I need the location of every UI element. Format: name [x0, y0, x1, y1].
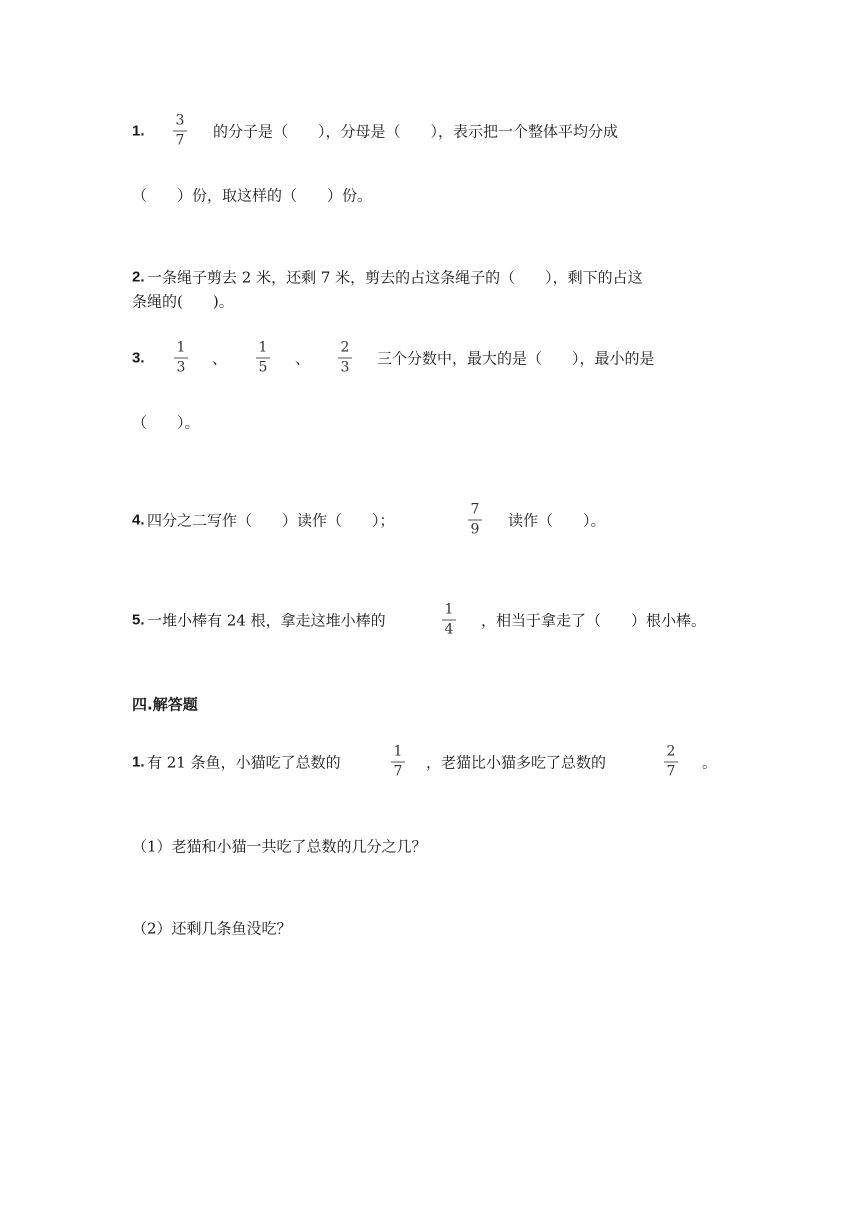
- fraction-bar: [256, 358, 270, 359]
- fraction-bar: [468, 520, 482, 521]
- fraction: [338, 341, 352, 376]
- section-heading: 四.解答题: [132, 695, 198, 714]
- denominator: 7: [175, 132, 185, 149]
- denominator: 4: [444, 621, 454, 638]
- numerator: 1: [444, 601, 454, 618]
- fraction: [173, 114, 187, 149]
- denominator: 5: [258, 359, 268, 376]
- question-text: 四分之二写作（ ）读作（ ）；: [147, 511, 395, 530]
- question-5-line: [0, 600, 860, 640]
- numerator: 1: [393, 743, 403, 760]
- numerator: 1: [176, 339, 186, 356]
- problem-text: 有 21 条鱼，小猫吃了总数的: [147, 753, 341, 772]
- denominator: 9: [470, 521, 480, 538]
- question-2-line-2: [0, 281, 860, 321]
- problem-number: 1.: [132, 753, 145, 771]
- question-number: 5.: [132, 611, 145, 629]
- numerator: 2: [666, 743, 676, 760]
- fraction-bar: [664, 762, 678, 763]
- question-text: 的分子是（ ），分母是（ ），表示把一个整体平均分成: [213, 122, 619, 141]
- sub-question-2: （2）还剩几条鱼没吃？: [132, 919, 292, 938]
- numerator: 3: [175, 112, 185, 129]
- fraction: [468, 503, 482, 538]
- problem-text: 。: [702, 753, 718, 772]
- section-heading-line: [0, 684, 860, 724]
- sub-question-2-line: [0, 908, 860, 948]
- question-number: 4.: [132, 511, 145, 529]
- question-text: （ ）。: [132, 413, 200, 432]
- question-1-line-2: [0, 175, 860, 215]
- numerator: 7: [470, 501, 480, 518]
- question-4-line: [0, 500, 860, 540]
- question-number: 2.: [132, 268, 145, 286]
- numerator: 1: [258, 339, 268, 356]
- question-3-line-2: [0, 402, 860, 442]
- problem-1-line: [0, 742, 860, 782]
- numerator: 2: [340, 339, 350, 356]
- fraction: [174, 341, 188, 376]
- fraction-bar: [174, 358, 188, 359]
- separator: 、: [212, 349, 228, 368]
- question-1-line-1: [0, 111, 860, 151]
- question-text: 读作（ ）。: [508, 511, 606, 530]
- question-text: ，相当于拿走了（ ）根小棒。: [481, 611, 707, 630]
- question-text: （ ）份，取这样的（ ）份。: [132, 186, 373, 205]
- fraction: [256, 341, 270, 376]
- fraction: [664, 745, 678, 780]
- question-text: 一堆小棒有 24 根，拿走这堆小棒的: [147, 611, 386, 630]
- denominator: 7: [666, 763, 676, 780]
- sub-question-1-line: [0, 826, 860, 866]
- fraction-bar: [442, 620, 456, 621]
- denominator: 7: [393, 763, 403, 780]
- fraction-bar: [173, 131, 187, 132]
- fraction: [442, 603, 456, 638]
- denominator: 3: [340, 359, 350, 376]
- fraction-bar: [338, 358, 352, 359]
- problem-text: ，老猫比小猫多吃了总数的: [426, 753, 607, 772]
- question-text: 条绳的( )。: [132, 292, 234, 311]
- question-number: 1.: [132, 122, 145, 140]
- separator: 、: [295, 349, 311, 368]
- fraction: [391, 745, 405, 780]
- fraction-bar: [391, 762, 405, 763]
- question-text: 一条绳子剪去 2 米，还剩 7 米，剪去的占这条绳子的（ ），剩下的占这: [147, 268, 643, 287]
- question-3-line-1: [0, 338, 860, 378]
- question-text: 三个分数中，最大的是（ ），最小的是: [377, 349, 655, 368]
- question-number: 3.: [132, 349, 145, 367]
- sub-question-1: （1）老猫和小猫一共吃了总数的几分之几？: [132, 837, 427, 856]
- denominator: 3: [176, 359, 186, 376]
